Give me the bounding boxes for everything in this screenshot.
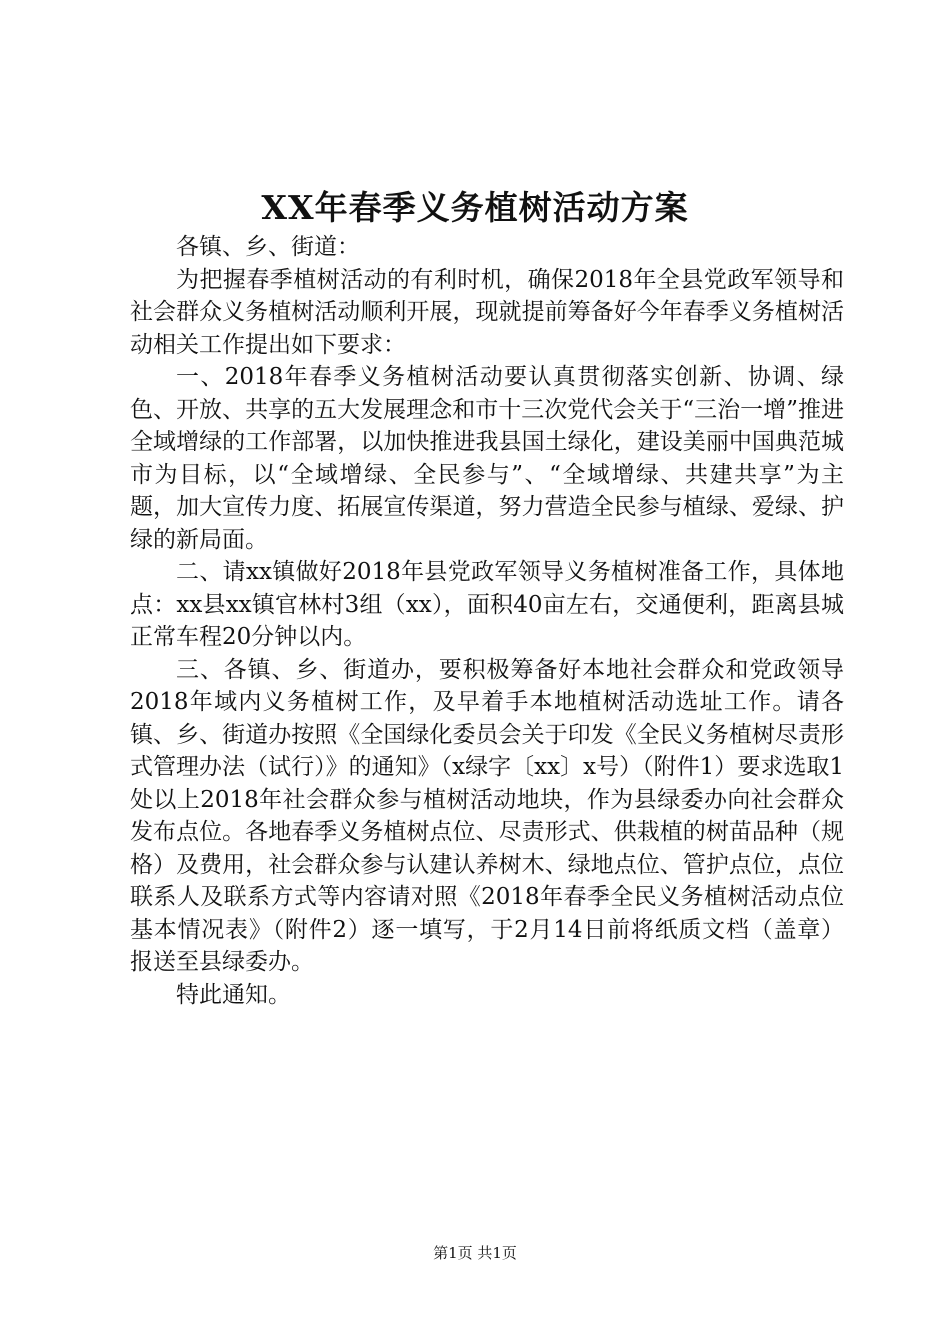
salutation: 各镇、乡、街道： <box>176 234 360 260</box>
document-body <box>130 231 844 1011</box>
paragraph-item-1: 一、2018年春季义务植树活动要认真贯彻落实创新、协调、绿色、开放、共享的五大发展理念和市十三次党代会关于“三治一增”推进全域增绿的工作部署，以加快推进我县国土绿化，建设美丽中国典范城市为目标，以“全域增绿、全民参与”、“全域增绿、共建共享”为主题，加大宣传力度、拓展宣传渠道，努力营造全民参与植绿、爱绿、护绿的新局面。 <box>130 364 844 553</box>
page-footer: 第1页 共1页 <box>433 1244 517 1262</box>
paragraph-item-3: 三、各镇、乡、街道办，要积极筹备好本地社会群众和党政领导2018年域内义务植树工作，及早着手本地植树活动选址工作。请各镇、乡、街道办按照《全国绿化委员会关于印发《全民义务植树尽责形式管理办法（试行）》的通知》（x绿字〔xx〕x号）（附件1）要求选取1处以上2018年社会群众参与植树活动地块，作为县绿委办向社会群众发布点位。各地春季义务植树点位、尽责形式、供栽植的树苗品种（规格）及费用，社会群众参与认建认养树木、绿地点位、管护点位，点位联系人及联系方式等内容请对照《2018年春季全民义务植树活动点位基本情况表》（附件2）逐一填写，于2月14日前将纸质文档（盖章）报送至县绿委办。 <box>130 656 844 975</box>
paragraph-intro: 为把握春季植树活动的有利时机，确保2018年全县党政军领导和社会群众义务植树活动顺利开展，现就提前筹备好今年春季义务植树活动相关工作提出如下要求： <box>130 266 844 358</box>
closing-line: 特此通知。 <box>176 981 291 1008</box>
paragraph-item-2: 二、请xx镇做好2018年县党政军领导义务植树准备工作，具体地点：xx县xx镇官林村3组（xx），面积40亩左右，交通便利，距离县城正常车程20分钟以内。 <box>130 559 844 650</box>
document-title: XX年春季义务植树活动方案 <box>261 188 689 227</box>
